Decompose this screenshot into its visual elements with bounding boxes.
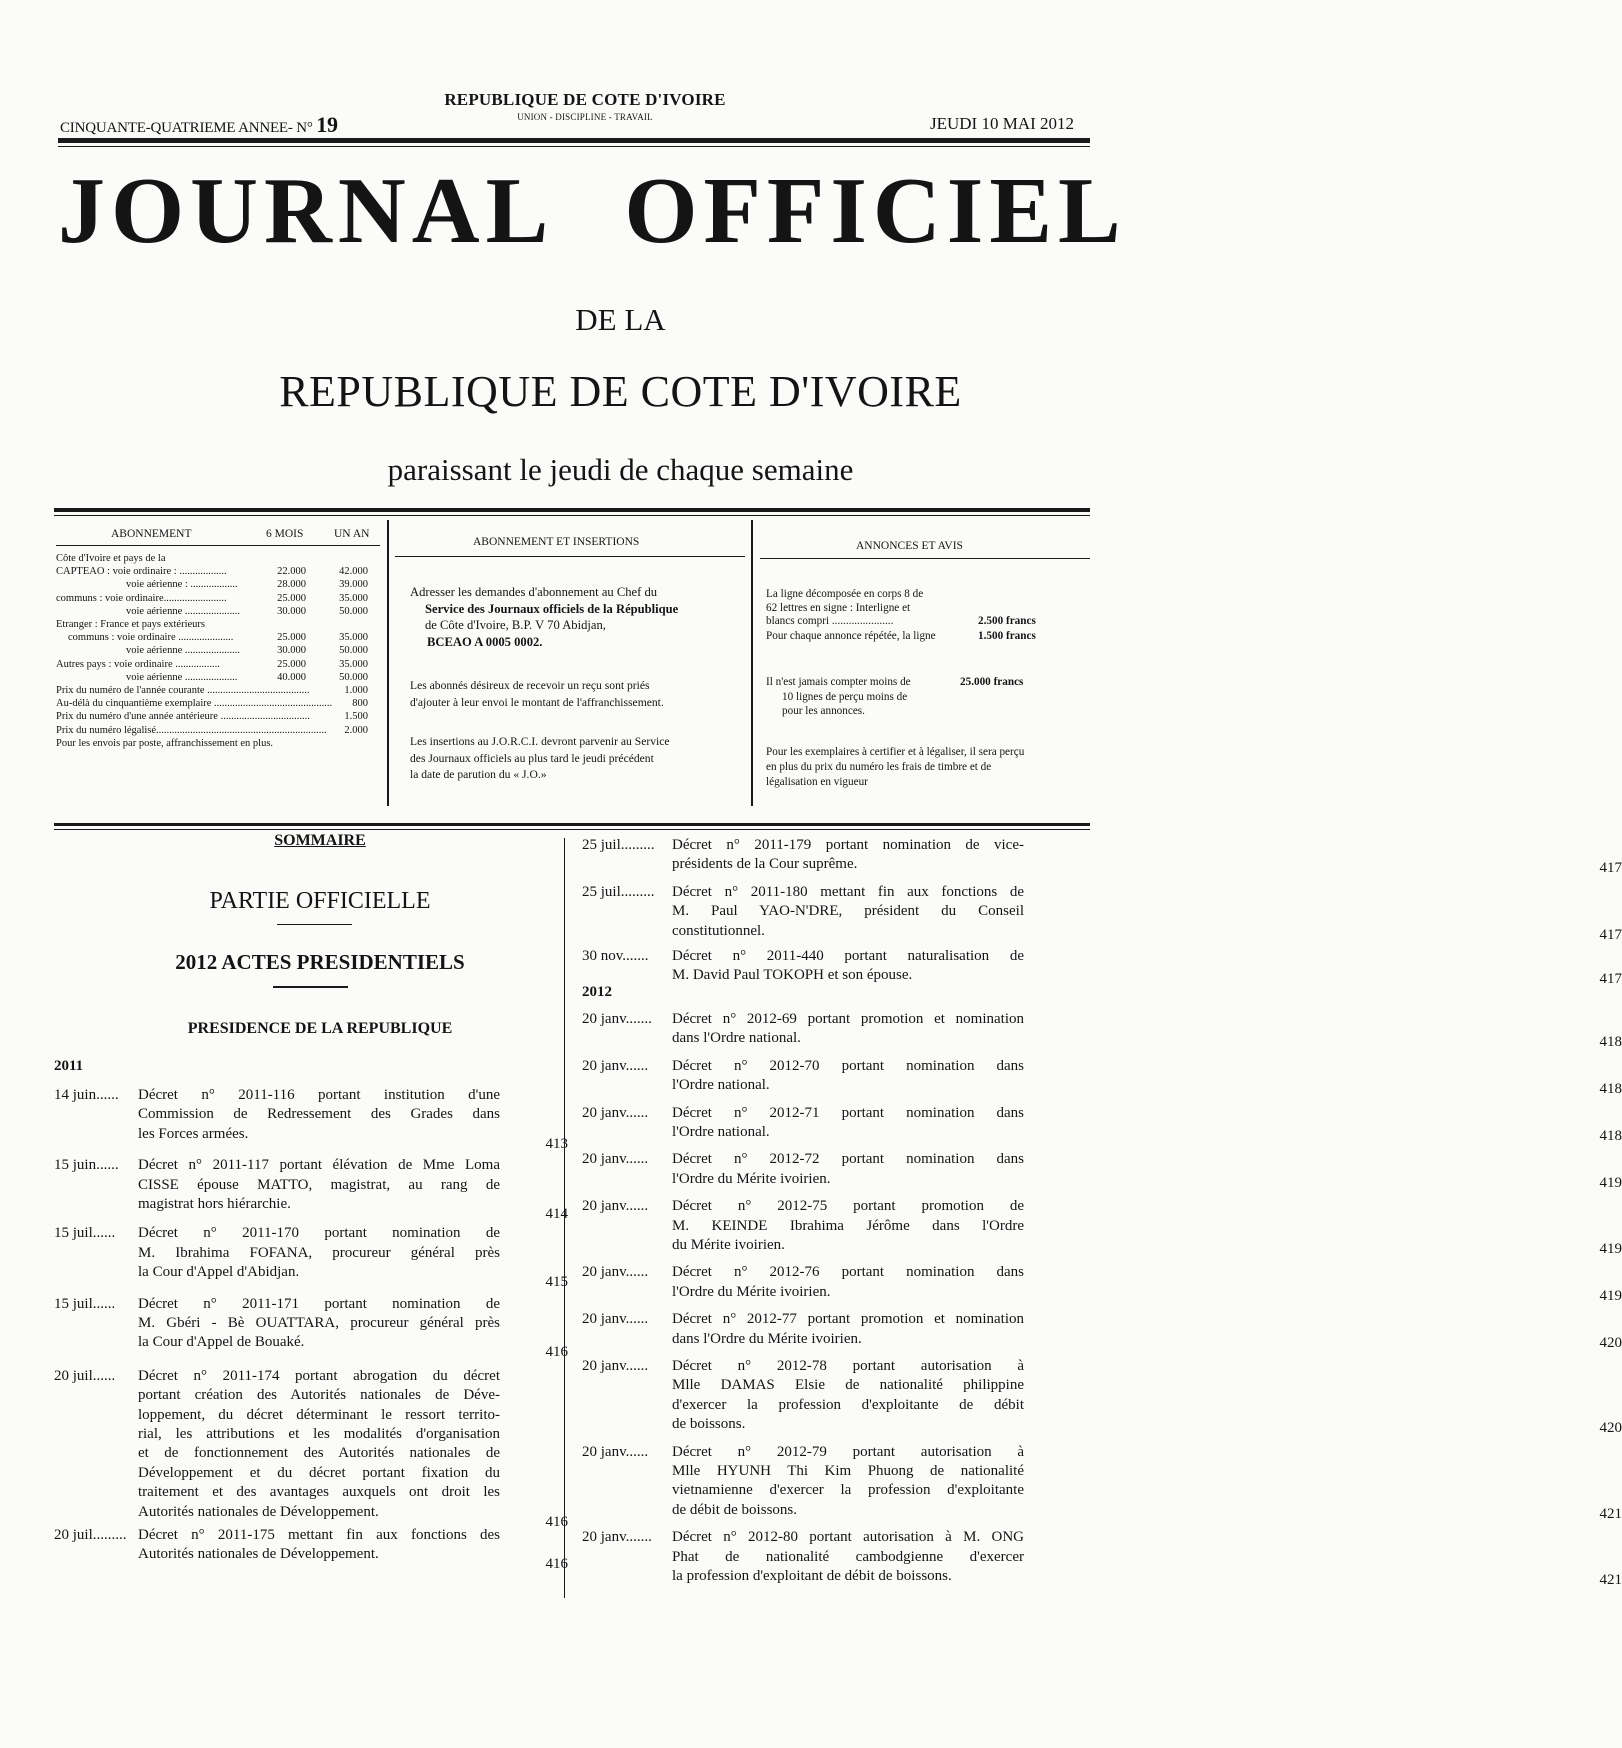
rate-label: communs : voie ordinaire........................: [56, 592, 227, 604]
partie-underline: [277, 924, 352, 925]
toc-text: [672, 1443, 1024, 1521]
ad-price-min: 25.000 francs: [960, 676, 1024, 688]
header-country-block: [420, 90, 750, 122]
rate-6mois: 40.000: [277, 671, 306, 683]
rate-6mois: 25.000: [277, 632, 306, 644]
toc-entry: [582, 1197, 1622, 1257]
toc-page: 417: [1599, 971, 1622, 988]
toc-page: 418: [1599, 1081, 1622, 1098]
toc-date: 20 janv......: [582, 1443, 649, 1460]
price-label: Prix du numéro légalisé.................................................................: [56, 724, 327, 736]
receipt-line: Les abonnés désireux de recevoir un reçu sont priés: [410, 679, 650, 692]
toc-text-line: Mlle DAMAS Elsie de nationalité philippine: [672, 1377, 1024, 1394]
toc-text-line: Autorités nationales de Développement.: [138, 1503, 379, 1520]
ad-cert-line: Pour les exemplaires à certifier et à légaliser, il sera perçu: [766, 746, 1025, 758]
toc-text-line: du Mérite ivoirien.: [672, 1237, 785, 1253]
toc-text-line: Décret n° 2011-440 portant naturalisation de: [672, 948, 1024, 964]
rate-un-an: 42.000: [339, 566, 368, 578]
toc-text: [672, 1357, 1024, 1435]
toc-text-line: Décret n° 2012-80 portant autorisation à M. ONG: [672, 1529, 1024, 1546]
toc-text-line: CISSE épouse MATTO, magistrat, au rang de: [138, 1176, 500, 1193]
toc-page: 418: [1599, 1034, 1622, 1051]
price-value: 2.000: [344, 724, 368, 736]
toc-entry: [582, 1104, 1622, 1144]
toc-entry: [582, 1057, 1622, 1098]
toc-text-line: Phat de nationalité cambodgienne d'exercer: [672, 1548, 1024, 1565]
toc-text-line: l'Ordre national.: [672, 1077, 770, 1094]
toc-date: 20 janv.......: [582, 1529, 652, 1546]
toc-text-line: Décret n° 2012-72 portant nomination dans: [672, 1151, 1024, 1168]
ad-cert-line: légalisation en vigueur: [766, 775, 868, 788]
toc-text-line: M. Paul YAO-N'DRE, président du Conseil: [672, 903, 1024, 920]
toc-text: [138, 1156, 500, 1214]
year-2012: 2012: [582, 984, 612, 1000]
toc-entry: [582, 947, 1622, 988]
toc-text-line: d'exercer la profession d'exploitante de débit: [672, 1396, 1024, 1413]
announcements-rates: [760, 528, 1090, 803]
toc-text-line: Commission de Redressement des Grades dans: [138, 1106, 500, 1123]
presidence-heading: PRESIDENCE DE LA REPUBLIQUE: [187, 1020, 453, 1037]
price-label: Prix du numéro de l'année courante .......................................: [56, 685, 310, 696]
header-rule-thick: [58, 138, 1090, 143]
toc-text-line: et de fonctionnement des Autorités nationales de: [138, 1445, 500, 1462]
ad-price-line: 2.500 francs: [978, 615, 1036, 628]
toc-date: 30 nov.......: [582, 948, 649, 964]
issue-date: JEUDI 10 MAI 2012: [930, 114, 1075, 133]
col3-header: ANNONCES ET AVIS: [856, 540, 963, 552]
toc-text-line: Décret n° 2012-75 portant promotion de: [672, 1198, 1024, 1215]
toc-text: [672, 1057, 1024, 1096]
instruction-line: BCEAO A 0005 0002.: [427, 634, 543, 649]
subscription-rates: [56, 528, 380, 803]
toc-text-line: M. Ibrahima FOFANA, procureur général près: [138, 1244, 500, 1261]
toc-date: 20 janv......: [582, 1151, 649, 1168]
masthead-de-la: DE LA: [575, 302, 666, 337]
toc-text-line: Décret n° 2012-76 portant nomination dans: [672, 1264, 1024, 1281]
rate-un-an: 39.000: [339, 579, 368, 591]
box-divider-1: [387, 520, 389, 806]
toc-entry: [582, 1443, 1622, 1522]
toc-text-line: l'Ordre national.: [672, 1124, 770, 1140]
rate-label: voie aérienne : ..................: [126, 579, 238, 591]
box-rule-thick: [54, 508, 1090, 512]
journal-title-word-2: OFFICIEL: [624, 159, 1127, 263]
toc-text: [138, 1224, 500, 1282]
toc-entry: [54, 1295, 568, 1361]
rate-label: Etranger : France et pays extérieurs: [56, 619, 205, 630]
toc-page: 416: [545, 1344, 568, 1361]
toc-text-line: présidents de la Cour suprême.: [672, 856, 858, 873]
toc-text-line: Décret n° 2012-79 portant autorisation à: [672, 1443, 1024, 1460]
actes-presidentiels: 2012 ACTES PRESIDENTIELS: [175, 950, 465, 974]
toc-page: 419: [1599, 1174, 1622, 1191]
col2-header: ABONNEMENT ET INSERTIONS: [473, 536, 640, 548]
toc-text-line: Décret n° 2011-116 portant institution d'une: [138, 1087, 500, 1103]
ad-line: 62 lettres en signe : Interligne et: [766, 601, 911, 614]
ad-min-line: pour les annonces.: [782, 705, 865, 717]
toc-entry: [582, 1310, 1622, 1351]
col2-header-rule: [395, 556, 745, 557]
toc-text-line: Décret n° 2011-170 portant nomination de: [138, 1225, 500, 1242]
rate-un-an: 50.000: [339, 645, 368, 657]
rate-label: communs : voie ordinaire .....................: [68, 632, 234, 644]
toc-text: [672, 1528, 1024, 1586]
toc-text-line: M. KEINDE Ibrahima Jérôme dans l'Ordre: [672, 1217, 1024, 1234]
toc-text-line: l'Ordre du Mérite ivoirien.: [672, 1170, 831, 1187]
rate-un-an: 35.000: [339, 658, 368, 670]
subscription-instructions: [395, 528, 745, 803]
ad-line: La ligne décomposée en corps 8 de: [766, 588, 924, 600]
year-label: CINQUANTE-QUATRIEME ANNEE- N°: [60, 120, 313, 136]
ad-min-line: 10 lignes de perçu moins de: [782, 690, 908, 703]
toc-page: 415: [545, 1274, 568, 1291]
toc-date: 20 janv......: [582, 1104, 649, 1121]
header-motto: UNION - DISCIPLINE - TRAVAIL: [517, 112, 653, 122]
toc-text-line: la Cour d'Appel d'Abidjan.: [138, 1264, 300, 1281]
rate-6mois: 25.000: [277, 592, 306, 604]
toc-text: [672, 1310, 1024, 1349]
toc-text-line: Décret n° 2012-71 portant nomination dans: [672, 1104, 1024, 1121]
toc-text: [138, 1367, 500, 1522]
rate-label: voie aérienne ....................: [126, 671, 238, 683]
toc-entry: [582, 1357, 1622, 1437]
toc-text-line: M. Gbéri - Bè OUATTARA, procureur général près: [138, 1315, 500, 1331]
rate-label: voie aérienne .....................: [126, 645, 241, 657]
toc-date: 20 janv......: [582, 1311, 649, 1328]
toc-text-line: dans l'Ordre national.: [672, 1030, 801, 1047]
toc-text-line: la profession d'exploitant de débit de boissons.: [672, 1568, 952, 1584]
box-rule-thin: [54, 515, 1090, 516]
rate-un-an: 50.000: [339, 671, 368, 683]
toc-text-line: Décret n° 2012-70 portant nomination dans: [672, 1057, 1024, 1074]
toc-text: [672, 836, 1024, 875]
toc-text: [672, 947, 1024, 986]
toc-entry: [54, 1367, 568, 1530]
toc-entry: [582, 836, 1622, 877]
toc-text-line: de débit de boissons.: [672, 1501, 797, 1518]
toc-date: 20 janv.......: [582, 1011, 652, 1027]
toc-page: 417: [1599, 860, 1622, 877]
toc-text: [138, 1086, 500, 1144]
box-divider-2: [751, 520, 753, 806]
rate-6mois: 25.000: [277, 658, 306, 670]
toc-text: [138, 1526, 500, 1565]
toc-page: 421: [1599, 1505, 1622, 1522]
toc-text-line: Décret n° 2012-78 portant autorisation à: [672, 1358, 1024, 1374]
toc-date: 20 janv......: [582, 1264, 649, 1281]
price-label: Au-délà du cinquantième exemplaire .............................................: [56, 698, 333, 710]
toc-text-line: Mlle HYUNH Thi Kim Phuong de nationalité: [672, 1463, 1024, 1479]
toc-text-line: rial, les attributions et les modalités d'organisation: [138, 1426, 500, 1443]
toc-text-line: Décret n° 2011-171 portant nomination de: [138, 1295, 500, 1312]
toc-page: 420: [1599, 1420, 1622, 1437]
toc-text: [138, 1295, 500, 1353]
rate-un-an: 35.000: [339, 592, 368, 604]
insertion-line: des Journaux officiels au plus tard le jeudi précédent: [410, 751, 654, 765]
rate-label: CAPTEAO : voie ordinaire : ..................: [56, 566, 227, 578]
rate-6mois: 28.000: [277, 579, 306, 591]
toc-date: 15 juin......: [54, 1157, 119, 1174]
header-country: REPUBLIQUE DE COTE D'IVOIRE: [444, 90, 726, 109]
toc-text: [672, 1010, 1024, 1049]
ad-line: blancs compri ......................: [766, 615, 894, 628]
ad-min-line: Il n'est jamais compter moins de: [766, 676, 911, 688]
toc-date: 20 juil.........: [54, 1527, 127, 1543]
toc-text-line: Décret n° 2012-69 portant promotion et nomination: [672, 1011, 1024, 1027]
price-label: Prix du numéro d'une année antérieure ..................................: [56, 711, 310, 723]
partie-officielle: PARTIE OFFICIELLE: [209, 888, 431, 914]
toc-date: 14 juin......: [54, 1087, 119, 1103]
box-bottom-rule-thick: [54, 823, 1090, 826]
toc-text: [672, 1197, 1024, 1255]
instruction-line: Service des Journaux officiels de la République: [425, 601, 679, 616]
toc-page: 418: [1599, 1127, 1622, 1144]
masthead-frequency: paraissant le jeudi de chaque semaine: [387, 452, 854, 487]
toc-entry: [582, 1528, 1622, 1588]
toc-entry: [582, 1150, 1622, 1191]
rate-label: Côte d'Ivoire et pays de la: [56, 553, 166, 564]
col3-header-rule: [760, 558, 1090, 559]
rate-6mois: 30.000: [277, 605, 306, 617]
toc-page: 419: [1599, 1240, 1622, 1257]
rate-un-an: 50.000: [339, 605, 368, 617]
actes-underline: [273, 986, 348, 988]
toc-text-line: Décret n° 2011-117 portant élévation de Mme Loma: [138, 1157, 500, 1174]
instruction-line: de Côte d'Ivoire, B.P. V 70 Abidjan,: [425, 618, 606, 632]
toc-text: [672, 883, 1024, 941]
toc-page: 413: [545, 1135, 568, 1152]
col-6mois-header: 6 MOIS: [266, 528, 304, 540]
toc-entry: [54, 1224, 568, 1291]
ad-cert-line: en plus du prix du numéro les frais de timbre et de: [766, 760, 992, 773]
sommaire-title: SOMMAIRE: [274, 832, 366, 849]
toc-text-line: Décret n° 2011-175 mettant fin aux fonctions des: [138, 1527, 500, 1543]
toc-text: [672, 1104, 1024, 1143]
issue-number: 19: [316, 112, 338, 137]
toc-page: 416: [545, 1556, 568, 1573]
toc-entry: [582, 1263, 1622, 1304]
toc-text-line: les Forces armées.: [138, 1125, 249, 1142]
price-value: 1.500: [344, 711, 368, 723]
toc-date: 20 janv......: [582, 1358, 649, 1374]
toc-entry: [582, 883, 1622, 943]
toc-text-line: constitutionnel.: [672, 922, 765, 939]
toc-text-line: loppement, du décret déterminant le ressort territo-: [138, 1406, 500, 1423]
instruction-line: Adresser les demandes d'abonnement au Chef du: [410, 585, 658, 599]
toc-entry: [54, 1086, 568, 1152]
masthead-republique: REPUBLIQUE DE COTE D'IVOIRE: [279, 367, 962, 416]
toc-page: 419: [1599, 1287, 1622, 1304]
toc-date: 20 janv......: [582, 1057, 649, 1074]
toc-date: 15 juil......: [54, 1295, 116, 1312]
col-un-an-header: UN AN: [334, 528, 370, 540]
rate-un-an: 35.000: [339, 632, 368, 644]
journal-title: [58, 159, 1127, 263]
box-bottom-rule-thin: [54, 829, 1090, 830]
header-rule-thin: [58, 146, 1090, 147]
toc-date: 25 juil.........: [582, 883, 655, 900]
toc-entry: [54, 1156, 568, 1222]
toc-page: 417: [1599, 926, 1622, 943]
toc-text-line: dans l'Ordre du Mérite ivoirien.: [672, 1330, 862, 1347]
insertion-line: Les insertions au J.O.R.C.I. devront parvenir au Service: [410, 735, 670, 748]
toc-text-line: la Cour d'Appel de Bouaké.: [138, 1334, 305, 1351]
toc-page: 416: [545, 1513, 568, 1530]
price-value: 1.000: [344, 685, 368, 696]
col1-header-rule: [56, 545, 380, 546]
postal-note: Pour les envois par poste, affranchissement en plus.: [56, 737, 274, 749]
toc-text-line: Développement et du décret portant fixation du: [138, 1464, 500, 1481]
rate-label: Autres pays : voie ordinaire .................: [56, 658, 220, 670]
toc-text-line: M. David Paul TOKOPH et son épouse.: [672, 967, 913, 984]
rate-6mois: 30.000: [277, 645, 306, 657]
ad-repeat: Pour chaque annonce répétée, la ligne: [766, 629, 936, 642]
toc-date: 15 juil......: [54, 1225, 116, 1242]
toc-text-line: magistrat hors hiérarchie.: [138, 1196, 291, 1212]
toc-text-line: Décret n° 2011-180 mettant fin aux fonctions de: [672, 883, 1024, 900]
toc-page: 414: [545, 1205, 568, 1222]
rate-6mois: 22.000: [277, 566, 306, 578]
toc-date: 20 janv......: [582, 1198, 649, 1215]
toc-text-line: de boissons.: [672, 1416, 746, 1433]
price-value: 800: [352, 698, 368, 710]
toc-date: 25 juil.........: [582, 837, 655, 853]
toc-entry: [582, 1010, 1622, 1051]
journal-title-word-1: JOURNAL: [58, 159, 555, 263]
toc-text-line: vietnamienne d'exercer la profession d'exploitante: [672, 1482, 1024, 1499]
toc-page: 420: [1599, 1334, 1622, 1351]
toc-text-line: Décret n° 2011-174 portant abrogation du décret: [138, 1367, 500, 1384]
toc-page: 421: [1599, 1571, 1622, 1588]
toc-text: [672, 1150, 1024, 1189]
issue-label: [60, 112, 338, 138]
toc-text-line: traitement et des avantages auxquels ont droit les: [138, 1484, 500, 1501]
rate-label: voie aérienne .....................: [126, 605, 241, 617]
receipt-line: d'ajouter à leur envoi le montant de l'affranchissement.: [410, 695, 664, 709]
toc-text-line: l'Ordre du Mérite ivoirien.: [672, 1283, 831, 1300]
ad-price-repeat: 1.500 francs: [978, 629, 1036, 642]
toc-text-line: Décret n° 2012-77 portant promotion et nomination: [672, 1311, 1024, 1328]
toc-date: 20 juil......: [54, 1367, 116, 1384]
toc-text-line: Décret n° 2011-179 portant nomination de vice-: [672, 837, 1024, 853]
year-2011: 2011: [54, 1058, 84, 1074]
toc-text-line: Autorités nationales de Développement.: [138, 1546, 379, 1563]
toc-text: [672, 1263, 1024, 1302]
toc-text-line: portant création des Autorités nationales de Déve-: [138, 1387, 500, 1404]
col1-header: ABONNEMENT: [111, 528, 192, 540]
insertion-line: la date de parution du « J.O.»: [410, 768, 547, 781]
toc-entry: [54, 1526, 568, 1573]
